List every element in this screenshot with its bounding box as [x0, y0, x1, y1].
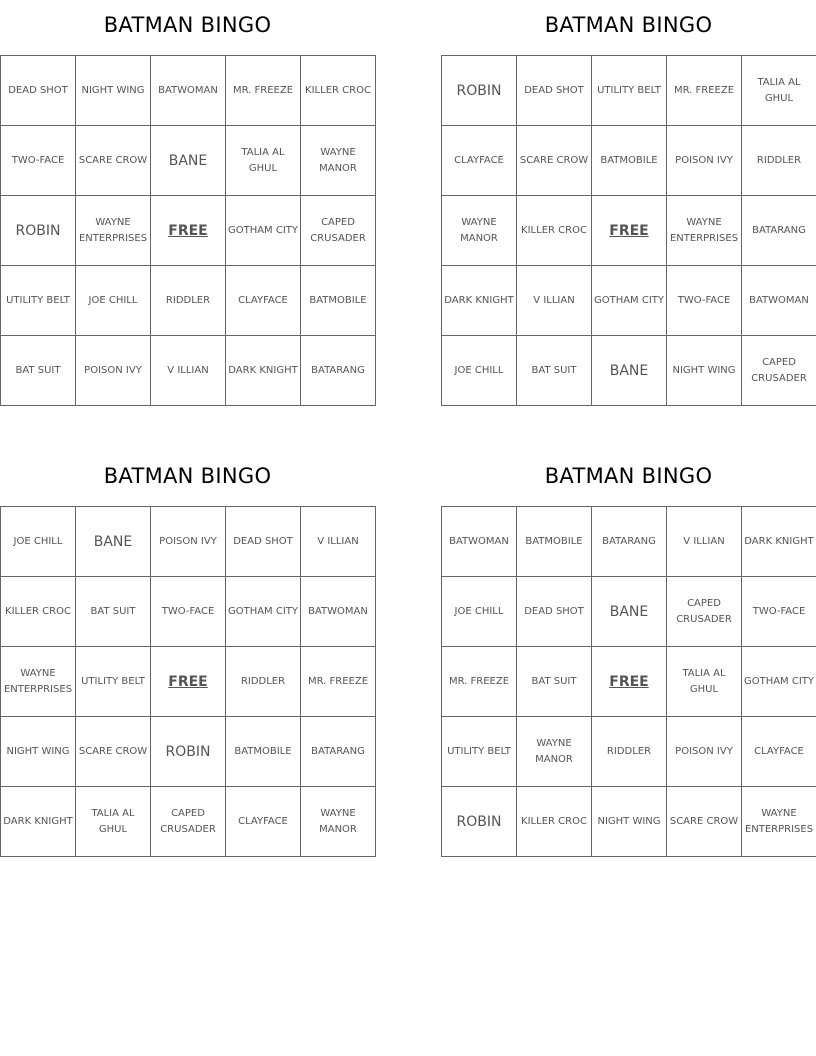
bingo-cell: TWO-FACE [742, 577, 816, 647]
bingo-cell: NIGHT WING [667, 336, 742, 406]
free-space: FREE [151, 647, 226, 717]
card-title: BATMAN BINGO [544, 13, 713, 37]
bingo-cell: SCARE CROW [76, 126, 151, 196]
bingo-cell: DEAD SHOT [517, 577, 592, 647]
bingo-cell: DEAD SHOT [517, 56, 592, 126]
bingo-cell: TWO-FACE [1, 126, 76, 196]
bingo-cell: UTILITY BELT [442, 717, 517, 787]
bingo-cell: DARK KNIGHT [226, 336, 301, 406]
bingo-cell: WAYNE ENTERPRISES [667, 196, 742, 266]
bingo-cell: MR. FREEZE [667, 56, 742, 126]
bingo-grid [0, 506, 376, 857]
bingo-cell: TALIA AL GHUL [667, 647, 742, 717]
bingo-cell: RIDDLER [151, 266, 226, 336]
bingo-cell: CAPED CRUSADER [151, 787, 226, 857]
grid-row [1, 577, 376, 647]
bingo-cell: CLAYFACE [226, 266, 301, 336]
grid-row [442, 647, 816, 717]
bingo-cell: V ILLIAN [517, 266, 592, 336]
bingo-cell: BATARANG [301, 717, 376, 787]
bingo-cell: WAYNE ENTERPRISES [742, 787, 816, 857]
bingo-cell: BATARANG [592, 507, 667, 577]
grid-row [1, 56, 376, 126]
bingo-cell: BATMOBILE [592, 126, 667, 196]
free-space: FREE [592, 647, 667, 717]
bingo-cell: TWO-FACE [667, 266, 742, 336]
bingo-cell: ROBIN [1, 196, 76, 266]
bingo-cell: RIDDLER [742, 126, 816, 196]
bingo-cell: BATWOMAN [742, 266, 816, 336]
bingo-cell: NIGHT WING [1, 717, 76, 787]
bingo-cell: WAYNE ENTERPRISES [76, 196, 151, 266]
bingo-cell: ROBIN [442, 787, 517, 857]
bingo-cell: MR. FREEZE [301, 647, 376, 717]
bingo-cell: WAYNE ENTERPRISES [1, 647, 76, 717]
bingo-cell: CLAYFACE [442, 126, 517, 196]
bingo-cell: DARK KNIGHT [1, 787, 76, 857]
bingo-cell: GOTHAM CITY [226, 577, 301, 647]
bingo-cell: GOTHAM CITY [742, 647, 816, 717]
bingo-cell: BANE [592, 336, 667, 406]
bingo-cell: CAPED CRUSADER [301, 196, 376, 266]
grid-row [442, 787, 816, 857]
bingo-cell: CLAYFACE [226, 787, 301, 857]
bingo-cell: UTILITY BELT [76, 647, 151, 717]
grid-row [1, 647, 376, 717]
bingo-cell: BATMOBILE [517, 507, 592, 577]
bingo-cell: NIGHT WING [76, 56, 151, 126]
bingo-cell: V ILLIAN [301, 507, 376, 577]
bingo-cell: UTILITY BELT [592, 56, 667, 126]
bingo-cell: BAT SUIT [76, 577, 151, 647]
bingo-cell: TALIA AL GHUL [226, 126, 301, 196]
grid-row [1, 717, 376, 787]
card-title: BATMAN BINGO [103, 13, 272, 37]
bingo-grid [441, 55, 816, 406]
bingo-cell: UTILITY BELT [1, 266, 76, 336]
grid-row [1, 196, 376, 266]
bingo-cell: TWO-FACE [151, 577, 226, 647]
bingo-cell: V ILLIAN [667, 507, 742, 577]
grid-row [1, 336, 376, 406]
bingo-cell: DEAD SHOT [1, 56, 76, 126]
bingo-cell: DEAD SHOT [226, 507, 301, 577]
bingo-cell: JOE CHILL [442, 577, 517, 647]
bingo-cell: BATARANG [742, 196, 816, 266]
bingo-cell: TALIA AL GHUL [76, 787, 151, 857]
bingo-cell: RIDDLER [226, 647, 301, 717]
bingo-cell: WAYNE MANOR [442, 196, 517, 266]
grid-row [1, 787, 376, 857]
bingo-cell: POISON IVY [151, 507, 226, 577]
card-title: BATMAN BINGO [544, 464, 713, 488]
bingo-cell: BATMOBILE [301, 266, 376, 336]
grid-row [1, 507, 376, 577]
free-space: FREE [592, 196, 667, 266]
bingo-cell: JOE CHILL [76, 266, 151, 336]
bingo-cell: ROBIN [442, 56, 517, 126]
bingo-cell: TALIA AL GHUL [742, 56, 816, 126]
bingo-cell: SCARE CROW [517, 126, 592, 196]
bingo-cell: KILLER CROC [1, 577, 76, 647]
grid-row [442, 266, 816, 336]
bingo-cell: V ILLIAN [151, 336, 226, 406]
bingo-cell: WAYNE MANOR [517, 717, 592, 787]
grid-row [442, 196, 816, 266]
grid-row [1, 266, 376, 336]
bingo-cell: BANE [76, 507, 151, 577]
bingo-cell: RIDDLER [592, 717, 667, 787]
bingo-cell: KILLER CROC [301, 56, 376, 126]
bingo-cell: BAT SUIT [1, 336, 76, 406]
grid-row [442, 56, 816, 126]
bingo-cell: BAT SUIT [517, 647, 592, 717]
bingo-cell: SCARE CROW [667, 787, 742, 857]
bingo-cell: BATARANG [301, 336, 376, 406]
bingo-cell: CLAYFACE [742, 717, 816, 787]
bingo-cell: DARK KNIGHT [742, 507, 816, 577]
bingo-cell: NIGHT WING [592, 787, 667, 857]
bingo-grid [0, 55, 376, 406]
grid-row [1, 126, 376, 196]
bingo-cell: BANE [151, 126, 226, 196]
bingo-cell: WAYNE MANOR [301, 787, 376, 857]
bingo-cell: WAYNE MANOR [301, 126, 376, 196]
bingo-cell: POISON IVY [76, 336, 151, 406]
bingo-cell: KILLER CROC [517, 196, 592, 266]
bingo-cell: JOE CHILL [1, 507, 76, 577]
bingo-cell: GOTHAM CITY [226, 196, 301, 266]
card-title: BATMAN BINGO [103, 464, 272, 488]
bingo-cell: SCARE CROW [76, 717, 151, 787]
bingo-cell: CAPED CRUSADER [742, 336, 816, 406]
bingo-cell: MR. FREEZE [442, 647, 517, 717]
bingo-cell: DARK KNIGHT [442, 266, 517, 336]
bingo-cell: JOE CHILL [442, 336, 517, 406]
bingo-cell: POISON IVY [667, 126, 742, 196]
bingo-cell: BANE [592, 577, 667, 647]
bingo-cell: CAPED CRUSADER [667, 577, 742, 647]
bingo-cell: BATWOMAN [151, 56, 226, 126]
bingo-cell: BATMOBILE [226, 717, 301, 787]
grid-row [442, 717, 816, 787]
free-space: FREE [151, 196, 226, 266]
bingo-cell: MR. FREEZE [226, 56, 301, 126]
bingo-cell: POISON IVY [667, 717, 742, 787]
grid-row [442, 336, 816, 406]
bingo-cell: GOTHAM CITY [592, 266, 667, 336]
grid-row [442, 126, 816, 196]
bingo-grid [441, 506, 816, 857]
bingo-cell: KILLER CROC [517, 787, 592, 857]
bingo-cell: BATWOMAN [301, 577, 376, 647]
grid-row [442, 507, 816, 577]
bingo-cell: BATWOMAN [442, 507, 517, 577]
bingo-cell: BAT SUIT [517, 336, 592, 406]
grid-row [442, 577, 816, 647]
bingo-cell: ROBIN [151, 717, 226, 787]
